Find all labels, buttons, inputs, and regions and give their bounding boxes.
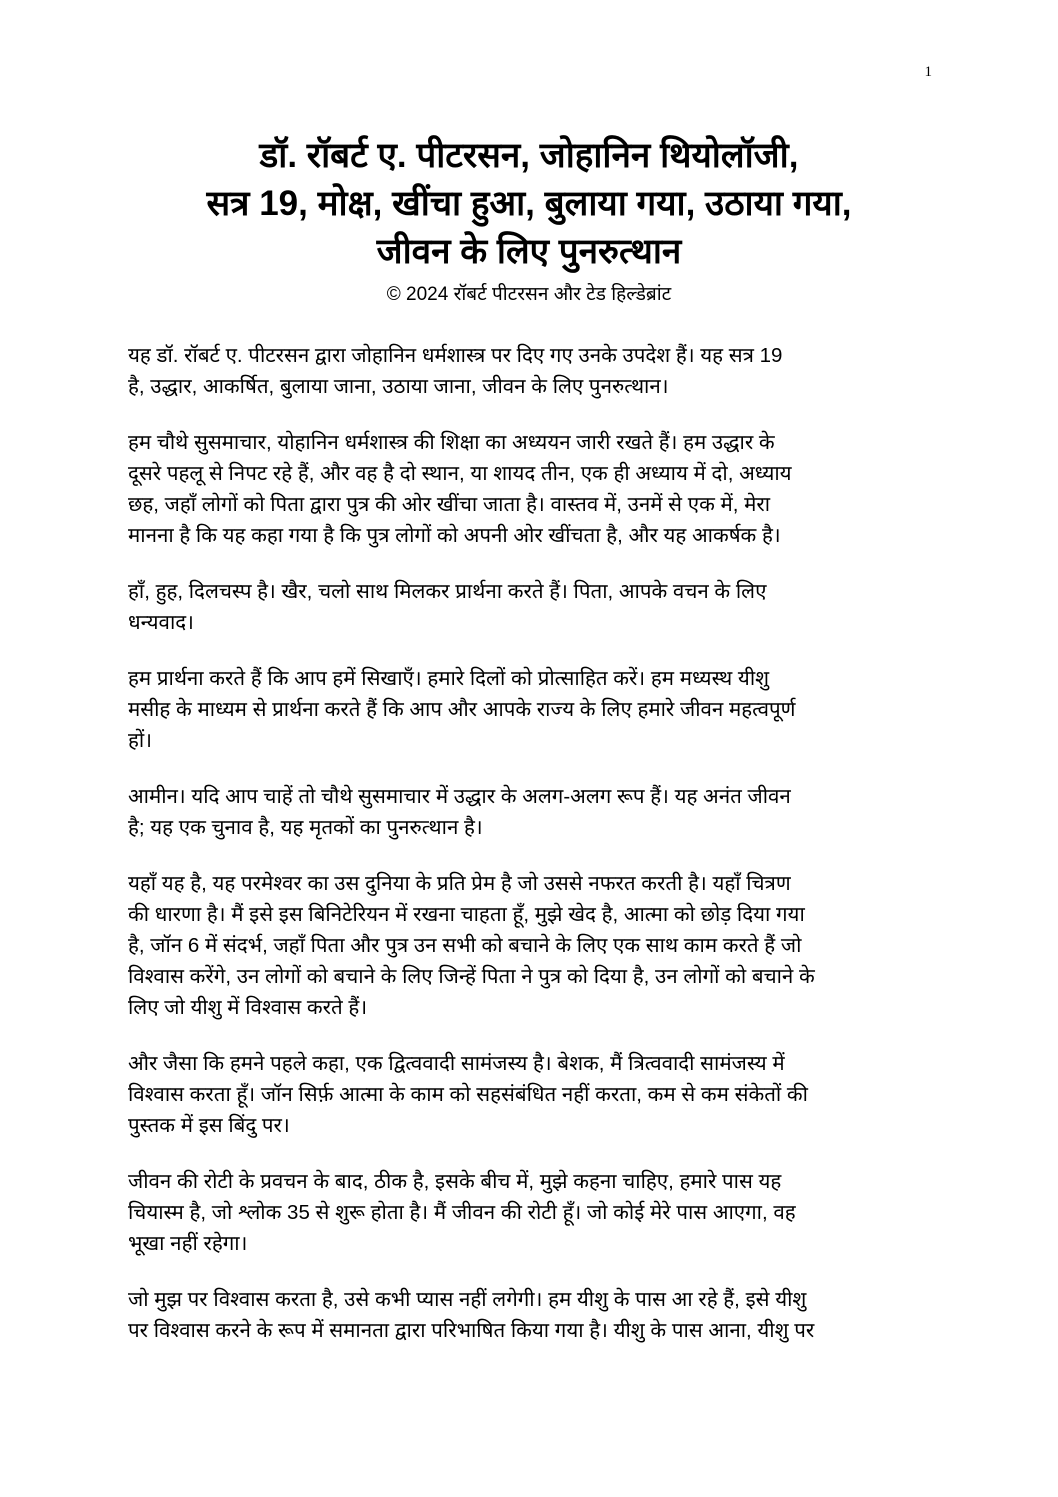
paragraph	[128, 1284, 938, 1346]
paragraph-line: हों।	[128, 729, 152, 752]
paragraph	[128, 1048, 938, 1141]
paragraph-line: हम प्रार्थना करते हैं कि आप हमें सिखाएँ। हमारे दिलों को प्रोत्साहित करें। हम मध्यस्थ यीशु	[128, 667, 770, 690]
document-body	[128, 340, 938, 1371]
paragraph-line: की धारणा है। मैं इसे इस बिनिटेरियन में रखना चाहता हूँ, मुझे खेद है, आत्मा को छोड़ दिया गया	[128, 903, 805, 926]
title-line: जीवन के लिए पुनरुत्थान	[376, 232, 682, 271]
paragraph-line: मसीह के माध्यम से प्रार्थना करते हैं कि आप और आपके राज्य के लिए हमारे जीवन महत्वपूर्ण	[128, 698, 796, 721]
paragraph-line: यहाँ यह है, यह परमेश्वर का उस दुनिया के प्रति प्रेम है जो उससे नफरत करती है। यहाँ चित्रण	[128, 872, 791, 895]
paragraph-line: छह, जहाँ लोगों को पिता द्वारा पुत्र की ओर खींचा जाता है। वास्तव में, उनमें से एक में, मेरा	[128, 493, 771, 516]
paragraph-line: और जैसा कि हमने पहले कहा, एक द्वित्ववादी सामंजस्य है। बेशक, मैं त्रित्ववादी सामंजस्य में	[128, 1052, 785, 1075]
paragraph-line: भूखा नहीं रहेगा।	[128, 1232, 248, 1255]
title-line: सत्र 19, मोक्ष, खींचा हुआ, बुलाया गया, उठाया गया,	[206, 184, 852, 223]
paragraph-line: हम चौथे सुसमाचार, योहानिन धर्मशास्त्र की शिक्षा का अध्ययन जारी रखते हैं। हम उद्धार के	[128, 431, 775, 454]
paragraph	[128, 663, 938, 756]
paragraph	[128, 781, 938, 843]
paragraph-line: है; यह एक चुनाव है, यह मृतकों का पुनरुत्थान है।	[128, 816, 483, 839]
paragraph-line: दूसरे पहलू से निपट रहे हैं, और वह है दो स्थान, या शायद तीन, एक ही अध्याय में दो, अध्याय	[128, 462, 792, 485]
paragraph-line: पर विश्वास करने के रूप में समानता द्वारा परिभाषित किया गया है। यीशु के पास आना, यीशु पर	[128, 1319, 815, 1342]
paragraph	[128, 1166, 938, 1259]
paragraph-line: विश्वास करेंगे, उन लोगों को बचाने के लिए जिन्हें पिता ने पुत्र को दिया है, उन लोगों को बचाने के	[128, 965, 815, 988]
copyright: © 2024 रॉबर्ट पीटरसन और टेड हिल्डेब्रांट	[386, 284, 672, 305]
paragraph-line: धन्यवाद।	[128, 611, 194, 634]
paragraph-line: लिए जो यीशु में विश्वास करते हैं।	[128, 996, 368, 1019]
paragraph	[128, 427, 938, 551]
page-number: 1	[924, 64, 932, 80]
title-line: डॉ. रॉबर्ट ए. पीटरसन, जोहानिन थियोलॉजी,	[259, 136, 799, 175]
paragraph	[128, 340, 938, 402]
paragraph	[128, 576, 938, 638]
paragraph-line: आमीन। यदि आप चाहें तो चौथे सुसमाचार में उद्धार के अलग-अलग रूप हैं। यह अनंत जीवन	[128, 785, 791, 808]
document-title	[0, 132, 1058, 276]
paragraph-line: जीवन की रोटी के प्रवचन के बाद, ठीक है, इसके बीच में, मुझे कहना चाहिए, हमारे पास यह	[128, 1170, 782, 1193]
paragraph-line: विश्वास करता हूँ। जॉन सिर्फ़ आत्मा के काम को सहसंबंधित नहीं करता, कम से कम संकेतों की	[128, 1083, 808, 1106]
paragraph-line: यह डॉ. रॉबर्ट ए. पीटरसन द्वारा जोहानिन धर्मशास्त्र पर दिए गए उनके उपदेश हैं। यह सत्र 19	[128, 344, 783, 367]
paragraph-line: है, उद्धार, आकर्षित, बुलाया जाना, उठाया जाना, जीवन के लिए पुनरुत्थान।	[128, 375, 669, 398]
paragraph-line: चियास्म है, जो श्लोक 35 से शुरू होता है। मैं जीवन की रोटी हूँ। जो कोई मेरे पास आएगा, वह	[128, 1201, 796, 1224]
paragraph-line: है, जॉन 6 में संदर्भ, जहाँ पिता और पुत्र उन सभी को बचाने के लिए एक साथ काम करते हैं जो	[128, 934, 802, 957]
paragraph	[128, 868, 938, 1023]
paragraph-line: मानना है कि यह कहा गया है कि पुत्र लोगों को अपनी ओर खींचता है, और यह आकर्षक है।	[128, 524, 781, 547]
paragraph-line: पुस्तक में इस बिंदु पर।	[128, 1114, 290, 1137]
paragraph-line: हाँ, हुह, दिलचस्प है। खैर, चलो साथ मिलकर प्रार्थना करते हैं। पिता, आपके वचन के लिए	[128, 580, 767, 603]
paragraph-line: जो मुझ पर विश्वास करता है, उसे कभी प्यास नहीं लगेगी। हम यीशु के पास आ रहे हैं, इसे यीशु	[128, 1288, 807, 1311]
